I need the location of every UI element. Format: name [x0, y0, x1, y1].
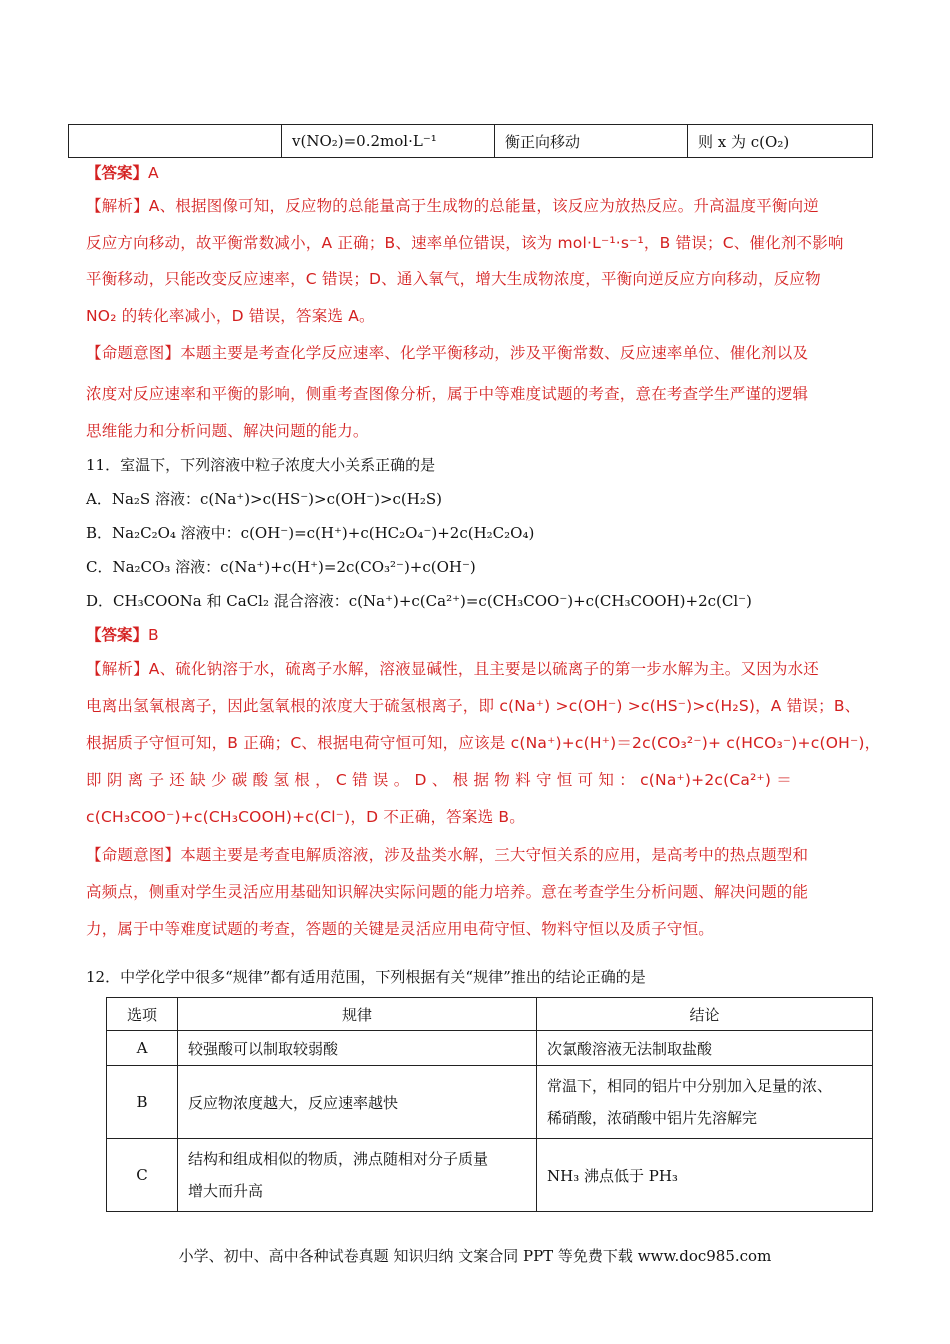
q10-analysis-line: NO₂ 的转化率减小，D 错误，答案选 A。	[86, 307, 375, 325]
row-b-conclusion	[537, 1066, 873, 1139]
q10-analysis-line: 【解析】A、根据图像可知，反应物的总能量高于生成物的总能量，该反应为放热反应。升高温度平衡向逆	[86, 197, 820, 215]
q10-analysis-line: 平衡移动，只能改变反应速率，C 错误；D、通入氧气，增大生成物浓度，平衡向逆反应方向移动，反应物	[86, 270, 821, 288]
row-a-option: A	[107, 1031, 178, 1066]
q11-answer-value: B	[148, 626, 159, 644]
q11-analysis-line: 即 阴 离 子 还 缺 少 碳 酸 氢 根 ， C 错 误 。 D 、 根 据 物 料 守 恒 可 知 ： c(Na⁺)+2c(Ca²⁺) ＝	[86, 771, 792, 789]
q10-intent-line: 【命题意图】本题主要是考查化学反应速率、化学平衡移动，涉及平衡常数、反应速率单位、催化剂以及	[86, 344, 809, 362]
top-table	[68, 124, 873, 158]
q11-option-c: C．Na₂CO₃ 溶液：c(Na⁺)+c(H⁺)=2c(CO₃²⁻)+c(OH⁻)	[86, 558, 476, 576]
table-row	[107, 1139, 873, 1212]
q10-answer-value: A	[148, 164, 159, 182]
top-cell-3: 衡正向移动	[495, 125, 688, 158]
row-c-conclusion: NH₃ 沸点低于 PH₃	[537, 1139, 873, 1212]
row-c-rule-line: 增大而升高	[188, 1182, 264, 1200]
q11-option-a: A．Na₂S 溶液：c(Na⁺)>c(HS⁻)>c(OH⁻)>c(H₂S)	[86, 490, 443, 508]
q11-analysis-line: 根据质子守恒可知，B 正确；C、根据电荷守恒可知，应该是 c(Na⁺)+c(H⁺)＝2c(CO₃²⁻)+ c(HCO₃⁻)+c(OH⁻)，	[86, 734, 881, 752]
q11-answer	[86, 624, 159, 646]
row-c-rule	[178, 1139, 537, 1212]
q11-analysis-line: 电离出氢氧根离子，因此氢氧根的浓度大于硫氢根离子，即 c(Na⁺) >c(OH⁻) >c(HS⁻)>c(H₂S)，A 错误；B、	[86, 697, 861, 715]
q11-analysis-line: c(CH₃COO⁻)+c(CH₃COOH)+c(Cl⁻)，D 不正确，答案选 B。	[86, 808, 525, 826]
q10-intent-line: 思维能力和分析问题、解决问题的能力。	[86, 422, 369, 440]
row-b-option: B	[107, 1066, 178, 1139]
q12-table	[106, 997, 873, 1212]
q11-option-b: B．Na₂C₂O₄ 溶液中：c(OH⁻)=c(H⁺)+c(HC₂O₄⁻)+2c(H₂C₂O₄)	[86, 524, 535, 542]
page-footer: 小学、初中、高中各种试卷真题 知识归纳 文案合同 PPT 等免费下载 www.doc985.com	[178, 1247, 772, 1265]
q11-stem: 11．室温下，下列溶液中粒子浓度大小关系正确的是	[86, 456, 436, 474]
q11-analysis-line: 【解析】A、硫化钠溶于水，硫离子水解，溶液显碱性，且主要是以硫离子的第一步水解为主。又因为水还	[86, 660, 820, 678]
row-b-conclusion-line: 常温下，相同的铝片中分别加入足量的浓、	[547, 1077, 833, 1095]
row-a-rule: 较强酸可以制取较弱酸	[178, 1031, 537, 1066]
q10-answer-label: 【答案】	[86, 164, 149, 182]
q11-intent-line: 力，属于中等难度试题的考查，答题的关键是灵活应用电荷守恒、物料守恒以及质子守恒。	[86, 920, 715, 938]
top-cell-2: v(NO₂)=0.2mol·L⁻¹	[282, 125, 495, 158]
table-row	[107, 1066, 873, 1139]
q11-intent-line: 【命题意图】本题主要是考查电解质溶液，涉及盐类水解，三大守恒关系的应用，是高考中的热点题型和	[86, 846, 809, 864]
q11-intent-line: 高频点，侧重对学生灵活应用基础知识解决实际问题的能力培养。意在考查学生分析问题、解决问题的能	[86, 883, 809, 901]
q10-intent-line: 浓度对反应速率和平衡的影响，侧重考查图像分析，属于中等难度试题的考查，意在考查学生严谨的逻辑	[86, 385, 809, 403]
header-option: 选项	[107, 998, 178, 1031]
table-row	[69, 125, 873, 158]
top-cell-1	[69, 125, 282, 158]
q10-analysis-line: 反应方向移动，故平衡常数减小，A 正确；B、速率单位错误，该为 mol·L⁻¹·s⁻¹，B 错误；C、催化剂不影响	[86, 234, 844, 252]
row-c-option: C	[107, 1139, 178, 1212]
row-a-conclusion: 次氯酸溶液无法制取盐酸	[537, 1031, 873, 1066]
header-conclusion: 结论	[537, 998, 873, 1031]
top-cell-4: 则 x 为 c(O₂)	[688, 125, 873, 158]
q11-answer-label: 【答案】	[86, 626, 149, 644]
table-header-row	[107, 998, 873, 1031]
row-b-conclusion-line: 稀硝酸，浓硝酸中铝片先溶解完	[547, 1109, 758, 1127]
row-c-rule-line: 结构和组成相似的物质，沸点随相对分子质量	[188, 1150, 489, 1168]
table-row	[107, 1031, 873, 1066]
q11-option-d: D．CH₃COONa 和 CaCl₂ 混合溶液：c(Na⁺)+c(Ca²⁺)=c(CH₃COO⁻)+c(CH₃COOH)+2c(Cl⁻)	[86, 592, 752, 610]
row-b-rule: 反应物浓度越大，反应速率越快	[178, 1066, 537, 1139]
q12-stem: 12．中学化学中很多“规律”都有适用范围，下列根据有关“规律”推出的结论正确的是	[86, 968, 646, 986]
header-rule: 规律	[178, 998, 537, 1031]
q10-answer	[86, 162, 159, 184]
